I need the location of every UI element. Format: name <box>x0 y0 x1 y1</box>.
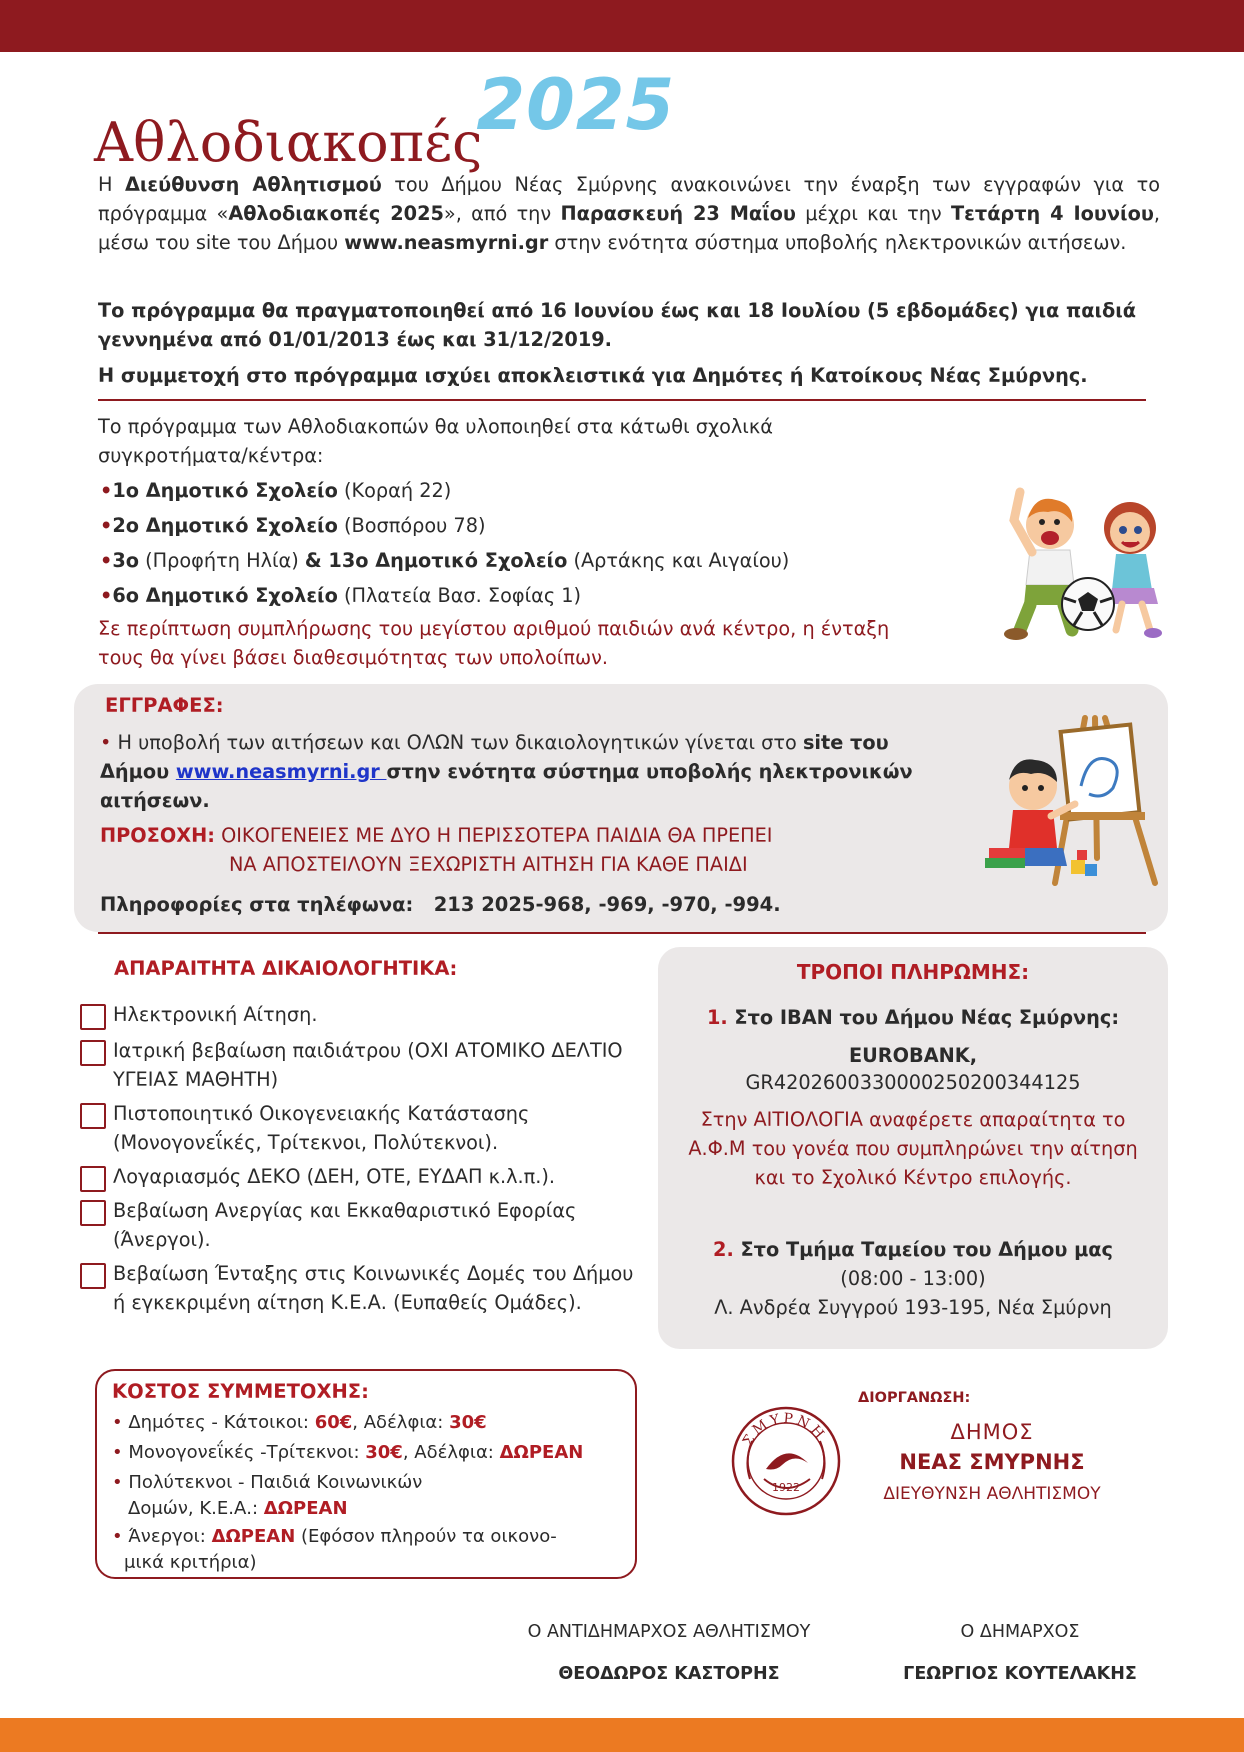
registration-text-part: Η υποβολή των αιτήσεων και ΟΛΩΝ των δικαιολογητικών γίνεται στο <box>111 731 803 754</box>
intro-text: του Δήμου Νέας Σμύρνης ανακοινώνει την έναρξη των εγγραφών για το πρόγραμμα « <box>98 173 1160 225</box>
bullet: • <box>100 479 113 502</box>
bank-name: EUROBANK, <box>848 1044 978 1067</box>
phone-info <box>100 893 781 916</box>
school-name: 2ο Δημοτικό Σχολείο <box>112 514 338 537</box>
cost-item <box>112 1410 632 1436</box>
checkbox[interactable] <box>80 1004 106 1030</box>
organizer-line-1: ΔΗΜΟΣ <box>950 1420 1034 1444</box>
document-item <box>80 1036 640 1094</box>
payment-note: Στην ΑΙΤΙΟΛΟΓΙΑ αναφέρετε απαραίτητα το Α.Φ.Μ του γονέα που συμπληρώνει την αίτηση και το Σχολικό Κέντρο επιλογής. <box>688 1108 1138 1189</box>
school-item <box>100 513 486 539</box>
bullet: • <box>112 1442 123 1463</box>
kids-football-illustration <box>990 480 1190 645</box>
document-item <box>80 1259 640 1317</box>
office-hours: (08:00 - 13:00) <box>840 1267 986 1290</box>
intro-bold: Παρασκευή 23 Μαΐου <box>560 202 796 225</box>
school-name: 1ο Δημοτικό Σχολείο <box>112 479 338 502</box>
easel-icon <box>1055 718 1155 883</box>
cost-text: (Εφόσον πληρούν τα οικονο- <box>295 1526 557 1547</box>
seal-text: ΣΜΥΡΝΗ <box>739 1410 829 1449</box>
method-number: 2. <box>713 1238 734 1261</box>
cost-item <box>112 1440 632 1466</box>
method-text: Στο IBAN του Δήμου Νέας Σμύρνης: <box>727 1006 1120 1029</box>
school-address: (Κοραή 22) <box>337 479 452 502</box>
mayor-name: ΓΕΩΡΓΙΟΣ ΚΟΥΤΕΛΑΚΗΣ <box>903 1664 1137 1684</box>
signature-name-mayor <box>880 1664 1160 1684</box>
school-item <box>100 548 789 574</box>
document-item <box>80 1000 640 1029</box>
title-year: 2025 <box>476 64 676 146</box>
bullet: • <box>112 1412 123 1433</box>
girl-figure <box>1104 502 1162 638</box>
organizer-line-3: ΔΙΕΥΘΥΝΣΗ ΑΘΛΗΤΙΣΜΟΥ <box>883 1484 1101 1504</box>
warning-label: ΠΡΟΣΟΧΗ: <box>100 824 215 847</box>
warning-line: ΟΙΚΟΓΕΝΕΙΕΣ ΜΕ ΔΥΟ Η ΠΕΡΙΣΣΟΤΕΡΑ ΠΑΙΔΙΑ ΘΑ ΠΡΕΠΕΙ <box>214 824 773 847</box>
document-label: Λογαριασμός ΔΕΚΟ (ΔΕΗ, ΟΤΕ, ΕΥΔΑΠ κ.λ.π.). <box>113 1165 556 1188</box>
bullet: • <box>100 731 112 754</box>
cost-text: Άνεργοι: <box>122 1526 212 1547</box>
boy-figure <box>1004 492 1074 640</box>
kid-painting-illustration <box>985 708 1165 888</box>
document-label: Βεβαίωση Ένταξης στις Κοινωνικές Δομές του Δήμου ή εγκεκριμένη αίτηση Κ.Ε.Α. (Ευπαθείς Ομάδες). <box>113 1262 634 1314</box>
document-item <box>80 1196 640 1254</box>
bullet: • <box>100 549 113 572</box>
cost-text: Δομών, Κ.Ε.Α.: <box>128 1498 264 1519</box>
cost-item <box>112 1470 632 1522</box>
intro-paragraph <box>98 170 1160 257</box>
cost-value: 30€ <box>365 1442 403 1463</box>
intro-bold: Διεύθυνση Αθλητισμού <box>125 173 382 196</box>
intro-bold: Αθλοδιακοπές 2025 <box>228 202 444 225</box>
title-main: Αθλοδιακοπές <box>94 111 483 174</box>
top-bar <box>0 0 1244 52</box>
checkbox[interactable] <box>80 1200 106 1226</box>
document-item <box>80 1162 640 1191</box>
bottom-bar <box>0 1718 1244 1752</box>
office-address: Λ. Ανδρέα Συγγρού 193-195, Νέα Σμύρνη <box>714 1296 1112 1319</box>
cost-text: Δημότες - Κάτοικοι: <box>122 1412 315 1433</box>
document-item <box>80 1099 640 1157</box>
intro-text: μέχρι και την <box>795 202 951 225</box>
checkbox[interactable] <box>80 1103 106 1129</box>
payment-method-1 <box>658 1003 1168 1032</box>
document-label: Ηλεκτρονική Αίτηση. <box>113 1003 318 1026</box>
method-text: Στο Τμήμα Ταμείου του Δήμου μας <box>733 1238 1113 1261</box>
intro-text: Η <box>98 173 125 196</box>
phone-label: Πληροφορίες στα τηλέφωνα: <box>100 893 414 916</box>
divider <box>98 932 1146 934</box>
divider <box>98 399 1146 401</box>
cost-title: ΚΟΣΤΟΣ ΣΥΜΜΕΤΟΧΗΣ: <box>112 1380 369 1403</box>
warning-notice <box>100 821 960 879</box>
cost-text: μικά κριτήρια) <box>124 1552 257 1573</box>
organizer-label: ΔΙΟΡΓΑΝΩΣΗ: <box>858 1390 971 1406</box>
intro-text: στην ενότητα σύστημα υποβολής ηλεκτρονικών αιτήσεων. <box>548 231 1127 254</box>
cost-value: ΔΩΡΕΑΝ <box>499 1442 584 1463</box>
page-title <box>94 64 676 174</box>
bullet: • <box>112 1526 123 1547</box>
checkbox[interactable] <box>80 1263 106 1289</box>
registration-text-bold: site του Δήμου <box>100 731 889 783</box>
registration-title: ΕΓΓΡΑΦΕΣ: <box>105 694 224 717</box>
municipality-seal-icon <box>730 1405 842 1517</box>
method-number: 1. <box>706 1006 728 1029</box>
document-label: Πιστοποιητικό Οικογενειακής Κατάστασης (Μονογονεΐκές, Τρίτεκνοι, Πολύτεκνοι). <box>113 1102 530 1154</box>
school-name: & 13ο Δημοτικό Σχολείο <box>304 549 568 572</box>
cost-text: Πολύτεκνοι - Παιδιά Κοινωνικών <box>122 1472 423 1493</box>
phone-numbers: 213 2025-968, -969, -970, -994. <box>433 893 781 916</box>
school-item <box>100 583 581 609</box>
school-address: (Πλατεία Βασ. Σοφίας 1) <box>337 584 582 607</box>
school-name: 6ο Δημοτικό Σχολείο <box>112 584 338 607</box>
cost-text: , Αδέλφια: <box>352 1412 450 1433</box>
cost-text: , Αδέλφια: <box>402 1442 500 1463</box>
warning-line: ΝΑ ΑΠΟΣΤΕΙΛΟΥΝ ΞΕΧΩΡΙΣΤΗ ΑΙΤΗΣΗ ΓΙΑ ΚΑΘΕ ΠΑΙΔΙ <box>229 853 748 876</box>
cost-value: 60€ <box>314 1412 353 1433</box>
cost-value: ΔΩΡΕΑΝ <box>211 1526 296 1547</box>
cost-item <box>112 1524 632 1576</box>
organizer-line-2: ΝΕΑΣ ΣΜΥΡΝΗΣ <box>899 1450 1085 1474</box>
bullet: • <box>100 514 113 537</box>
registration-text-bold: στην ενότητα σύστημα υποβολής ηλεκτρονικών αιτήσεων. <box>100 760 913 812</box>
deputy-name: ΘΕΟΔΩΡΟΣ ΚΑΣΤΟΡΗΣ <box>558 1664 780 1684</box>
document-label: Ιατρική βεβαίωση παιδιάτρου (ΟΧΙ ΑΤΟΜΙΚΟ ΔΕΛΤΙΟ ΥΓΕΙΑΣ ΜΑΘΗΤΗ) <box>113 1039 623 1091</box>
bullet: • <box>100 584 113 607</box>
signature-role-deputy: Ο ΑΝΤΙΔΗΜΑΡΧΟΣ ΑΘΛΗΤΙΣΜΟΥ <box>527 1622 811 1642</box>
document-label: Βεβαίωση Ανεργίας και Εκκαθαριστικό Εφορίας (Άνεργοι). <box>113 1199 577 1251</box>
intro-website: www.neasmyrni.gr <box>344 231 549 254</box>
program-dates: Το πρόγραμμα θα πραγματοποιηθεί από 16 Ιουνίου έως και 18 Ιουλίου (5 εβδομάδες) για παιδιά γεννημένα από 01/01/2013 έως και 31/12/2019. <box>98 299 1137 351</box>
bullet: • <box>112 1472 123 1493</box>
cost-value: 30€ <box>449 1412 487 1433</box>
intro-text: , μέσω του site του Δήμου <box>98 202 1160 254</box>
school-address: (Αρτάκης και Αιγαίου) <box>567 549 790 572</box>
eligibility-note: Η συμμετοχή στο πρόγραμμα ισχύει αποκλειστικά για Δημότες ή Κατοίκους Νέας Σμύρνης. <box>98 364 1088 387</box>
payment-method-2 <box>658 1235 1168 1264</box>
intro-bold: Τετάρτη 4 Ιουνίου <box>951 202 1154 225</box>
intro-text: », από την <box>443 202 561 225</box>
cost-text: Μονογονεΐκές -Τρίτεκνοι: <box>122 1442 366 1463</box>
schools-intro: Το πρόγραμμα των Αθλοδιακοπών θα υλοποιηθεί στα κάτωθι σχολικά συγκροτήματα/κέντρα: <box>98 415 773 467</box>
seal-year: 1922 <box>772 1481 800 1494</box>
payment-title: ΤΡΟΠΟΙ ΠΛΗΡΩΜΗΣ: <box>796 960 1030 984</box>
football-icon <box>1062 578 1114 630</box>
capacity-note: Σε περίπτωση συμπλήρωσης του μεγίστου αριθμού παιδιών ανά κέντρο, η ένταξη τους θα γίνει βάσει διαθεσιμότητας των υπολοίπων. <box>98 617 890 669</box>
registration-text <box>100 728 950 815</box>
cost-value: ΔΩΡΕΑΝ <box>263 1498 348 1519</box>
checkbox[interactable] <box>80 1040 106 1066</box>
documents-title: ΑΠΑΡΑΙΤΗΤΑ ΔΙΚΑΙΟΛΟΓΗΤΙΚΑ: <box>114 957 458 980</box>
iban: GR4202600330000250200344125 <box>745 1071 1081 1094</box>
signature-role-mayor: Ο ΔΗΜΑΡΧΟΣ <box>960 1622 1080 1642</box>
school-item <box>100 478 451 504</box>
school-address: (Βοσπόρου 78) <box>337 514 486 537</box>
school-name: 3ο <box>112 549 139 572</box>
website-link[interactable]: www.neasmyrni.gr <box>175 760 387 783</box>
school-address: (Προφήτη Ηλία) <box>139 549 305 572</box>
signature-name-deputy <box>505 1664 833 1684</box>
checkbox[interactable] <box>80 1166 106 1192</box>
